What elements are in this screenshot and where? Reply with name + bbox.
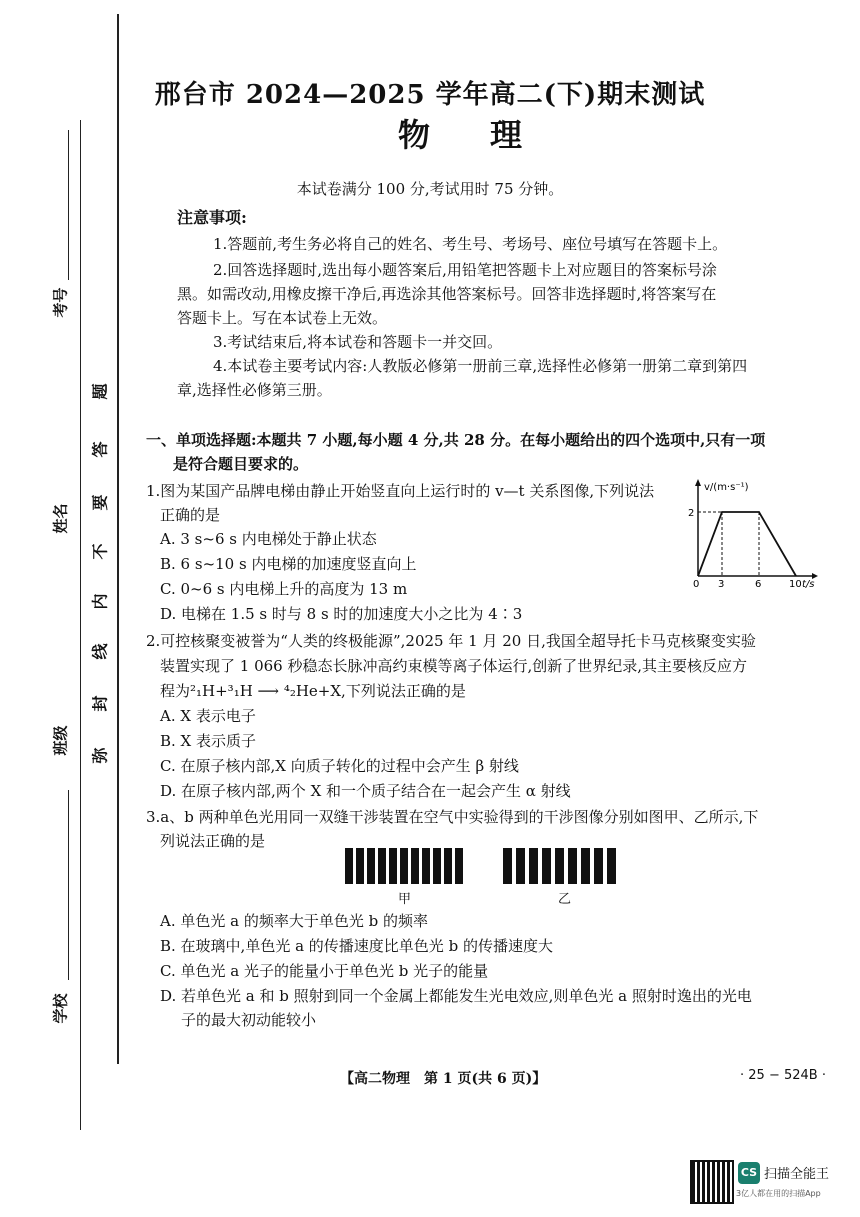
graph-xlabel: t/s (802, 579, 815, 590)
seal-char: 弥 (90, 747, 110, 764)
q2-option-c: C. 在原子核内部,X 向质子转化的过程中会产生 β 射线 (160, 757, 519, 775)
q3-stem: 3.a、b 两种单色光用同一双缝干涉装置在空气中实验得到的干涉图像分别如图甲、乙所示,下 (146, 808, 759, 826)
notes-line: 答题卡上。写在本试卷上无效。 (177, 309, 388, 327)
exam-no-label: 考号 (51, 287, 70, 318)
section-heading: 一、单项选择题:本题共 7 小题,每小题 4 分,共 28 分。在每小题给出的四个选项中,只有一项 (146, 431, 766, 449)
school-label: 学校 (51, 993, 70, 1024)
seal-char: 内 (90, 593, 110, 610)
q1-option-a: A. 3 s~6 s 内电梯处于静止状态 (160, 530, 377, 548)
notes-line: 4.本试卷主要考试内容:人教版必修第一册前三章,选择性必修第一册第二章到第四 (213, 357, 748, 375)
graph-xtick: 3 (718, 579, 725, 590)
notes-line: 1.答题前,考生务必将自己的姓名、考生号、考场号、座位号填写在答题卡上。 (213, 235, 728, 253)
seal-char: 答 (90, 441, 110, 458)
class-label: 班级 (51, 725, 70, 756)
q3-option-d: D. 若单色光 a 和 b 照射到同一个金属上都能发生光电效应,则单色光 a 照射时逸出的光电 (160, 987, 752, 1005)
fringe-pattern-a (345, 848, 463, 884)
seal-char: 题 (90, 383, 110, 400)
binding-line-inner (117, 14, 119, 1064)
name-label: 姓名 (51, 503, 70, 534)
notes-line: 2.回答选择题时,选出每小题答案后,用铅笔把答题卡上对应题目的答案标号涂 (213, 261, 717, 279)
exam-title: 邢台市 2024—2025 学年高二(下)期末测试 (154, 80, 706, 110)
q3-option-c: C. 单色光 a 光子的能量小于单色光 b 光子的能量 (160, 962, 489, 980)
graph-xtick: 6 (755, 579, 762, 590)
q3-option-d-cont: 子的最大初动能较小 (181, 1011, 317, 1029)
q2-option-a: A. X 表示电子 (160, 707, 256, 725)
q1-option-b: B. 6 s~10 s 内电梯的加速度竖直向上 (160, 555, 417, 573)
page-footer: 【高二物理 第 1 页(共 6 页)】 (340, 1071, 547, 1087)
q1-vt-graph (688, 476, 818, 592)
q2-stem: 2.可控核聚变被誉为“人类的终极能源”,2025 年 1 月 20 日,我国全超导托卡马克核聚变实验 (146, 632, 756, 650)
q2-option-b: B. X 表示质子 (160, 732, 257, 750)
q2-stem-cont: 装置实现了 1 066 秒稳态长脉冲高约束模等离子体运行,创新了世界纪录,其主要核反应方 (160, 657, 748, 675)
exam-info: 本试卷满分 100 分,考试用时 75 分钟。 (296, 180, 564, 198)
q1-stem-cont: 正确的是 (160, 506, 221, 524)
scanner-app-tagline: 3亿人都在用的扫描App (736, 1189, 821, 1198)
q3-option-a: A. 单色光 a 的频率大于单色光 b 的频率 (160, 912, 428, 930)
binding-line-outer (80, 120, 81, 1130)
scanner-logo-icon: CS (738, 1162, 760, 1184)
fringe-pattern-b (503, 848, 616, 884)
graph-ylabel: v/(m·s⁻¹) (704, 482, 749, 493)
seal-char: 不 (90, 543, 110, 560)
seal-char: 要 (90, 494, 110, 511)
notes-line: 3.考试结束后,将本试卷和答题卡一并交回。 (213, 333, 503, 351)
q1-option-c: C. 0~6 s 内电梯上升的高度为 13 m (160, 580, 408, 598)
qr-code (690, 1160, 734, 1204)
graph-xtick: 10 (789, 579, 802, 590)
graph-ytick: 2 (688, 508, 695, 519)
q1-stem: 1.图为某国产品牌电梯由静止开始竖直向上运行时的 v—t 关系图像,下列说法 (146, 482, 655, 500)
q1-option-d: D. 电梯在 1.5 s 时与 8 s 时的加速度大小之比为 4∶3 (160, 605, 523, 623)
subject-title: 物理 (397, 116, 582, 154)
seal-char: 封 (90, 695, 110, 712)
q3-stem-cont: 列说法正确的是 (160, 832, 266, 850)
scanner-app-name: 扫描全能王 (764, 1167, 830, 1182)
fig-label-a: 甲 (398, 892, 412, 907)
q3-option-b: B. 在玻璃中,单色光 a 的传播速度比单色光 b 的传播速度大 (160, 937, 553, 955)
school-underline (68, 790, 69, 980)
notes-heading: 注意事项: (177, 208, 247, 227)
notes-line: 黑。如需改动,用橡皮擦干净后,再选涂其他答案标号。回答非选择题时,将答案写在 (177, 285, 717, 303)
paper-code: · 25 − 524B · (740, 1068, 826, 1083)
q2-option-d: D. 在原子核内部,两个 X 和一个质子结合在一起会产生 α 射线 (160, 782, 571, 800)
q2-stem-cont2: 程为²₁H+³₁H ⟶ ⁴₂He+X,下列说法正确的是 (160, 682, 466, 700)
section-heading-cont: 是符合题目要求的。 (173, 455, 309, 473)
graph-xtick: 0 (693, 579, 700, 590)
notes-line: 章,选择性必修第三册。 (177, 381, 332, 399)
seal-char: 线 (90, 643, 110, 660)
fig-label-b: 乙 (558, 892, 572, 907)
